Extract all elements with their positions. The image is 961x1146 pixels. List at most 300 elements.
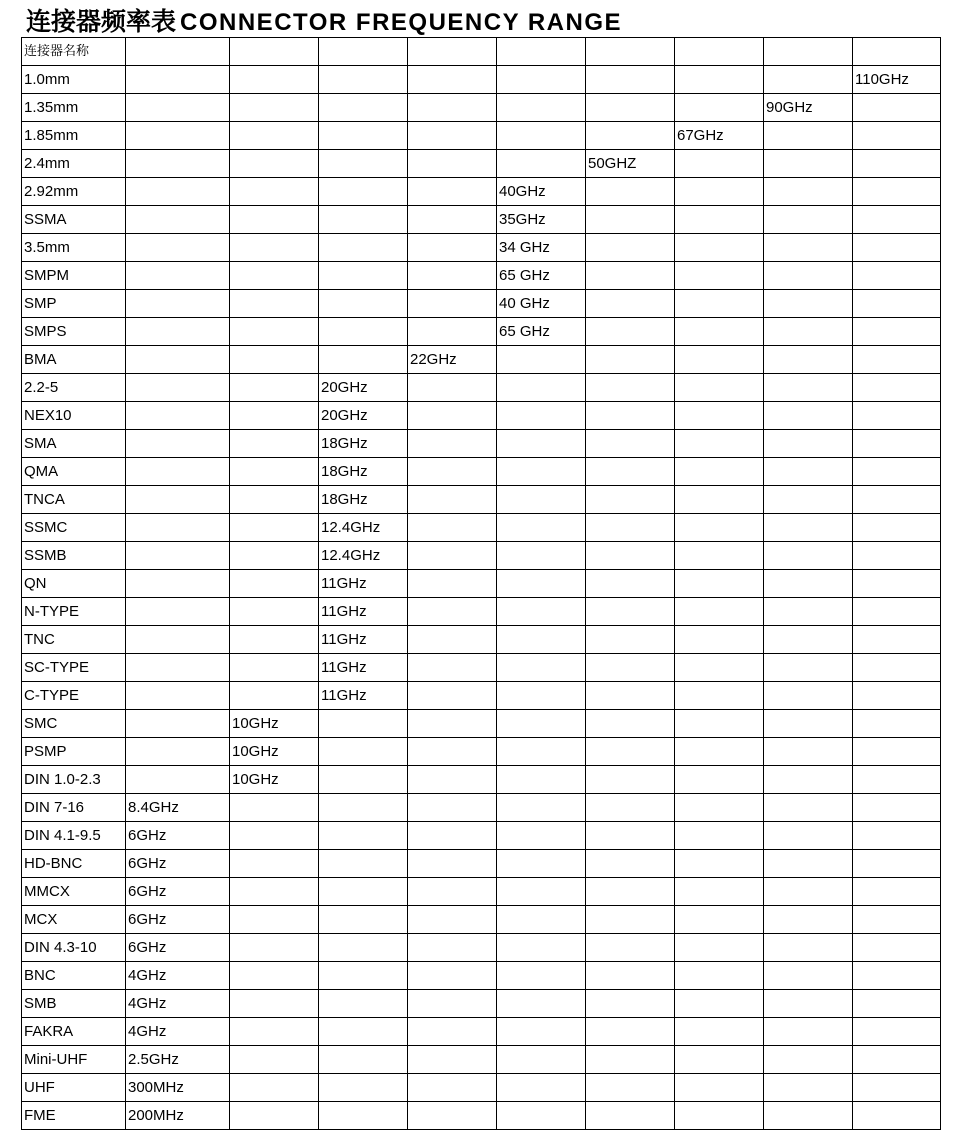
empty-cell [230,94,319,122]
empty-cell [853,234,941,262]
empty-cell [586,458,675,486]
empty-cell [126,570,230,598]
empty-cell [230,430,319,458]
empty-cell [126,486,230,514]
empty-cell [586,1046,675,1074]
empty-cell [497,542,586,570]
empty-cell [497,934,586,962]
empty-cell [497,766,586,794]
header-cell [408,38,497,66]
empty-cell [408,150,497,178]
empty-cell [853,290,941,318]
connector-name-cell: SMB [22,990,126,1018]
empty-cell [586,430,675,458]
empty-cell [586,402,675,430]
empty-cell [408,598,497,626]
empty-cell [126,346,230,374]
frequency-cell: 50GHZ [586,150,675,178]
empty-cell [408,794,497,822]
empty-cell [126,598,230,626]
empty-cell [675,934,764,962]
empty-cell [853,542,941,570]
frequency-cell: 4GHz [126,962,230,990]
empty-cell [408,1074,497,1102]
empty-cell [230,290,319,318]
empty-cell [497,374,586,402]
empty-cell [586,878,675,906]
frequency-cell: 6GHz [126,822,230,850]
empty-cell [126,94,230,122]
empty-cell [230,206,319,234]
empty-cell [230,318,319,346]
empty-cell [853,262,941,290]
empty-cell [319,94,408,122]
empty-cell [764,962,853,990]
empty-cell [764,402,853,430]
frequency-cell: 8.4GHz [126,794,230,822]
empty-cell [230,262,319,290]
empty-cell [126,766,230,794]
empty-cell [126,66,230,94]
empty-cell [408,1018,497,1046]
empty-cell [497,710,586,738]
empty-cell [586,570,675,598]
table-row [22,486,941,514]
empty-cell [675,66,764,94]
empty-cell [230,682,319,710]
empty-cell [408,822,497,850]
frequency-cell: 110GHz [853,66,941,94]
connector-name-cell: SMPM [22,262,126,290]
empty-cell [497,794,586,822]
table-row [22,458,941,486]
empty-cell [853,962,941,990]
empty-cell [126,514,230,542]
empty-cell [497,1018,586,1046]
empty-cell [675,290,764,318]
frequency-cell: 65 GHz [497,318,586,346]
frequency-cell: 40GHz [497,178,586,206]
frequency-cell: 20GHz [319,374,408,402]
table-row [22,934,941,962]
header-cell [497,38,586,66]
empty-cell [586,738,675,766]
empty-cell [675,794,764,822]
table-row [22,962,941,990]
empty-cell [586,598,675,626]
table-row [22,346,941,374]
connector-name-cell: C-TYPE [22,682,126,710]
empty-cell [319,290,408,318]
empty-cell [408,94,497,122]
empty-cell [853,822,941,850]
empty-cell [230,1074,319,1102]
empty-cell [675,738,764,766]
empty-cell [586,514,675,542]
empty-cell [675,822,764,850]
connector-name-cell: 1.85mm [22,122,126,150]
connector-name-cell: 2.4mm [22,150,126,178]
empty-cell [764,1102,853,1130]
empty-cell [853,122,941,150]
table-row [22,262,941,290]
empty-cell [853,94,941,122]
empty-cell [319,794,408,822]
empty-cell [853,598,941,626]
frequency-cell: 22GHz [408,346,497,374]
empty-cell [675,374,764,402]
empty-cell [319,766,408,794]
table-row [22,990,941,1018]
empty-cell [853,178,941,206]
empty-cell [497,626,586,654]
empty-cell [764,1074,853,1102]
empty-cell [408,682,497,710]
empty-cell [675,542,764,570]
connector-name-cell: 2.2-5 [22,374,126,402]
empty-cell [319,150,408,178]
frequency-cell: 6GHz [126,906,230,934]
empty-cell [675,430,764,458]
connector-name-cell: MCX [22,906,126,934]
empty-cell [853,794,941,822]
empty-cell [764,654,853,682]
empty-cell [675,318,764,346]
empty-cell [126,374,230,402]
empty-cell [497,458,586,486]
empty-cell [408,486,497,514]
empty-cell [126,290,230,318]
empty-cell [586,542,675,570]
frequency-cell: 11GHz [319,570,408,598]
empty-cell [319,710,408,738]
empty-cell [408,1046,497,1074]
empty-cell [319,122,408,150]
empty-cell [764,206,853,234]
empty-cell [764,570,853,598]
empty-cell [319,1074,408,1102]
empty-cell [230,906,319,934]
connector-name-cell: Mini-UHF [22,1046,126,1074]
empty-cell [853,766,941,794]
empty-cell [408,906,497,934]
empty-cell [764,738,853,766]
empty-cell [319,962,408,990]
empty-cell [319,234,408,262]
empty-cell [408,1102,497,1130]
empty-cell [764,178,853,206]
table-body [22,38,941,1130]
header-cell [853,38,941,66]
empty-cell [586,122,675,150]
empty-cell [764,934,853,962]
empty-cell [230,486,319,514]
empty-cell [408,430,497,458]
empty-cell [497,850,586,878]
frequency-cell: 18GHz [319,486,408,514]
empty-cell [675,234,764,262]
empty-cell [319,850,408,878]
empty-cell [230,514,319,542]
empty-cell [764,1046,853,1074]
empty-cell [230,150,319,178]
connector-name-cell: 1.35mm [22,94,126,122]
empty-cell [126,682,230,710]
connector-name-cell: N-TYPE [22,598,126,626]
empty-cell [586,1018,675,1046]
empty-cell [230,598,319,626]
empty-cell [853,486,941,514]
empty-cell [853,850,941,878]
empty-cell [319,66,408,94]
frequency-cell: 67GHz [675,122,764,150]
table-row [22,1018,941,1046]
empty-cell [408,206,497,234]
empty-cell [675,458,764,486]
empty-cell [319,1018,408,1046]
frequency-cell: 18GHz [319,458,408,486]
header-cell [319,38,408,66]
empty-cell [497,682,586,710]
empty-cell [853,206,941,234]
table-row [22,150,941,178]
frequency-table [21,37,941,1130]
empty-cell [319,206,408,234]
empty-cell [497,66,586,94]
frequency-cell: 11GHz [319,682,408,710]
empty-cell [853,906,941,934]
empty-cell [764,346,853,374]
empty-cell [497,570,586,598]
frequency-cell: 11GHz [319,626,408,654]
empty-cell [230,402,319,430]
frequency-cell: 11GHz [319,654,408,682]
empty-cell [853,990,941,1018]
empty-cell [230,234,319,262]
table-row [22,318,941,346]
connector-name-cell: MMCX [22,878,126,906]
page-title [26,2,622,38]
empty-cell [408,626,497,654]
empty-cell [764,318,853,346]
empty-cell [319,178,408,206]
empty-cell [230,1046,319,1074]
empty-cell [853,878,941,906]
empty-cell [408,122,497,150]
table-row [22,122,941,150]
connector-name-cell: SMA [22,430,126,458]
empty-cell [586,486,675,514]
empty-cell [586,374,675,402]
empty-cell [230,850,319,878]
empty-cell [853,402,941,430]
frequency-cell: 18GHz [319,430,408,458]
empty-cell [764,514,853,542]
empty-cell [126,458,230,486]
empty-cell [126,738,230,766]
empty-cell [408,66,497,94]
empty-cell [126,150,230,178]
empty-cell [126,542,230,570]
empty-cell [408,710,497,738]
header-cell-connector-name: 连接器名称 [22,38,126,66]
header-cell [586,38,675,66]
empty-cell [319,1102,408,1130]
empty-cell [586,962,675,990]
connector-name-cell: HD-BNC [22,850,126,878]
frequency-cell: 35GHz [497,206,586,234]
table-row [22,1102,941,1130]
table-header-row [22,38,941,66]
empty-cell [126,402,230,430]
empty-cell [764,766,853,794]
table-row [22,850,941,878]
frequency-cell: 200MHz [126,1102,230,1130]
empty-cell [319,262,408,290]
empty-cell [497,122,586,150]
frequency-cell: 10GHz [230,710,319,738]
empty-cell [853,654,941,682]
table-row [22,290,941,318]
empty-cell [675,1046,764,1074]
frequency-cell: 34 GHz [497,234,586,262]
empty-cell [586,1102,675,1130]
empty-cell [853,430,941,458]
empty-cell [586,626,675,654]
empty-cell [497,1074,586,1102]
empty-cell [675,514,764,542]
empty-cell [764,542,853,570]
frequency-cell: 6GHz [126,850,230,878]
empty-cell [675,262,764,290]
empty-cell [675,990,764,1018]
connector-name-cell: PSMP [22,738,126,766]
empty-cell [408,178,497,206]
empty-cell [586,94,675,122]
table-row [22,206,941,234]
empty-cell [764,486,853,514]
header-cell [675,38,764,66]
empty-cell [853,1018,941,1046]
empty-cell [126,318,230,346]
empty-cell [497,906,586,934]
frequency-cell: 40 GHz [497,290,586,318]
table-row [22,654,941,682]
empty-cell [586,234,675,262]
empty-cell [408,766,497,794]
connector-name-cell: 1.0mm [22,66,126,94]
empty-cell [675,570,764,598]
empty-cell [675,682,764,710]
table-row [22,766,941,794]
empty-cell [230,654,319,682]
empty-cell [853,570,941,598]
empty-cell [319,346,408,374]
connector-name-cell: SMC [22,710,126,738]
empty-cell [764,906,853,934]
empty-cell [230,794,319,822]
connector-name-cell: BMA [22,346,126,374]
empty-cell [586,66,675,94]
empty-cell [408,318,497,346]
connector-name-cell: FAKRA [22,1018,126,1046]
connector-name-cell: NEX10 [22,402,126,430]
frequency-cell: 2.5GHz [126,1046,230,1074]
empty-cell [586,794,675,822]
empty-cell [230,990,319,1018]
empty-cell [675,1018,764,1046]
empty-cell [497,598,586,626]
empty-cell [764,374,853,402]
table-row [22,794,941,822]
frequency-cell: 65 GHz [497,262,586,290]
empty-cell [764,1018,853,1046]
empty-cell [230,458,319,486]
empty-cell [408,234,497,262]
empty-cell [230,962,319,990]
empty-cell [230,1018,319,1046]
empty-cell [408,374,497,402]
table-row [22,738,941,766]
empty-cell [586,346,675,374]
connector-name-cell: SC-TYPE [22,654,126,682]
empty-cell [586,262,675,290]
empty-cell [586,906,675,934]
empty-cell [853,682,941,710]
empty-cell [497,1046,586,1074]
empty-cell [764,234,853,262]
frequency-cell: 4GHz [126,1018,230,1046]
empty-cell [230,934,319,962]
connector-name-cell: DIN 7-16 [22,794,126,822]
table-row [22,1046,941,1074]
empty-cell [408,262,497,290]
empty-cell [497,94,586,122]
empty-cell [764,682,853,710]
header-cell [126,38,230,66]
empty-cell [764,290,853,318]
empty-cell [586,822,675,850]
empty-cell [497,962,586,990]
empty-cell [764,150,853,178]
empty-cell [675,150,764,178]
empty-cell [586,178,675,206]
table-row [22,374,941,402]
empty-cell [853,458,941,486]
empty-cell [230,878,319,906]
empty-cell [497,514,586,542]
connector-name-cell: SSMA [22,206,126,234]
empty-cell [853,374,941,402]
empty-cell [230,346,319,374]
empty-cell [764,626,853,654]
empty-cell [319,822,408,850]
table-row [22,878,941,906]
table-row [22,542,941,570]
header-cell [764,38,853,66]
empty-cell [675,94,764,122]
empty-cell [497,150,586,178]
connector-name-cell: SMP [22,290,126,318]
empty-cell [126,626,230,654]
empty-cell [230,178,319,206]
empty-cell [408,934,497,962]
connector-name-cell: QN [22,570,126,598]
empty-cell [126,710,230,738]
table-row [22,598,941,626]
connector-name-cell: 2.92mm [22,178,126,206]
empty-cell [675,1102,764,1130]
